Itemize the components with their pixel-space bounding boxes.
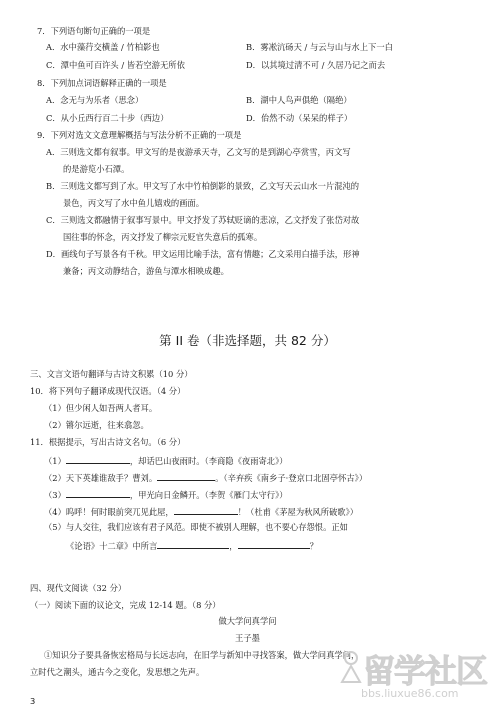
q9-option-b-line1: B．三则选文都写到了水。甲文写了水中竹柏倒影的景致，乙文写天云山水一片混沌的 — [46, 181, 360, 191]
q9-option-b-line2: 景色，丙文写了水中鱼儿嬉戏的画面。 — [63, 198, 205, 208]
q9-option-c-line1: C．三则选文都融情于叙事写景中。甲文抒发了苏轼贬谪的悲凉，乙文抒发了张岱对故 — [46, 215, 360, 225]
answer-blank[interactable] — [238, 539, 310, 549]
q11-item-3-prefix: （3） — [44, 490, 66, 500]
watermark-logo-icon — [339, 650, 363, 684]
q9-option-c-line2: 国往事的怀念，丙文抒发了柳宗元贬官失意后的孤寒。 — [63, 232, 263, 242]
q11-item-2 — [44, 471, 367, 484]
q10-item-1: （1）但少闲人如吾两人者耳。 — [44, 403, 158, 413]
q11-item-1-suffix: ，却话巴山夜雨时。（李商隐《夜雨寄北》） — [129, 456, 288, 466]
section4-heading: 四、现代文阅读（32 分） — [30, 583, 127, 593]
q11-item-3 — [44, 488, 288, 501]
q11-item-5-line2 — [66, 539, 318, 552]
article-author: 王子墨 — [235, 633, 260, 643]
q11-item-5-comma: ， — [229, 541, 238, 551]
q8-stem: 8．下列加点词语解释正确的一项是 — [37, 78, 167, 88]
q7-option-c: C．潭中鱼可百许头 / 皆若空游无所依 — [46, 60, 185, 70]
answer-blank[interactable] — [174, 505, 238, 515]
q11-item-4 — [44, 505, 358, 518]
q11-item-5-source: 《论语》十二章》中所言 — [66, 541, 158, 551]
answer-blank[interactable] — [157, 471, 215, 481]
q11-item-2-prefix: （2）天下英雄谁敌手？曹刘。 — [44, 473, 158, 483]
section3-heading: 三、文言文语句翻译与古诗文积累（10 分） — [30, 369, 193, 379]
q9-option-a-line2: 的是游览小石潭。 — [63, 164, 130, 174]
q11-item-1 — [44, 454, 288, 467]
q11-item-4-suffix: ！（杜甫《茅屋为秋风所破歌》） — [237, 507, 359, 517]
q10-stem: 10．将下列句子翻译成现代汉语。（4 分） — [30, 386, 186, 396]
q7-stem: 7．下列语句断句正确的一项是 — [37, 26, 151, 36]
article-paragraph-1-line1: ①知识分子要具备恢宏格局与长远志向，在旧学与新知中寻找答案，做大学问真学问， — [44, 650, 360, 660]
q9-option-d-line2: 兼备；丙文动静结合，游鱼与潭水相映成趣。 — [63, 266, 229, 276]
q9-option-d-line1: D．画线句子写景各有千秋。甲文运用比喻手法，富有情趣；乙文采用白描手法，形神 — [46, 249, 360, 259]
q11-item-1-prefix: （1） — [44, 456, 66, 466]
q7-option-b: B．雾凇沆砀天 / 与云与山与水上下一白 — [246, 42, 393, 52]
watermark-brand: 留学社区 — [363, 652, 488, 690]
answer-blank[interactable] — [66, 488, 130, 498]
q11-item-5-line1: （5）与人交往，我们应该有君子风范。即使不被别人理解，也不要心存怨恨。正如 — [44, 522, 348, 532]
q11-item-3-suffix: ，甲光向日金鳞开。（李贺《雁门太守行》） — [129, 490, 288, 500]
q11-item-4-prefix: （4）呜呼！何时眼前突兀见此屋， — [44, 507, 174, 517]
q10-item-2: （2）锵尔远逝，往来翕忽。 — [44, 420, 149, 430]
article-paragraph-1-line2: 立时代之潮头，通古今之变化，发思想之先声。 — [30, 667, 205, 677]
q7-option-d: D．以其境过清不可 / 久居乃记之而去 — [246, 60, 386, 70]
q11-item-2-suffix: 。（辛弃疾《南乡子·登京口北固亭怀古》） — [215, 473, 368, 483]
q9-option-a-line1: A．三则选文都有叙事。甲文写的是夜游承天寺，乙文写的是到湖心亭赏雪，丙文写 — [46, 147, 351, 157]
q9-stem: 9．下列对选文文意理解概括与写法分析不正确的一项是 — [37, 130, 242, 140]
section4-subheading: （一）阅读下面的议论文，完成 12-14 题。（8 分） — [30, 600, 221, 610]
q8-option-d: D．佁然不动（呆呆的样子） — [246, 113, 353, 123]
article-title: 做大学问真学问 — [218, 616, 277, 626]
q8-option-b: B．湖中人鸟声俱绝（隔绝） — [246, 95, 352, 105]
watermark — [339, 646, 489, 706]
watermark-url: bbs.liuxue86.com — [361, 687, 459, 700]
q11-item-5-question-mark: ？ — [309, 541, 318, 551]
q11-stem: 11．根据提示，写出古诗文名句。（6 分） — [30, 437, 186, 447]
page-number: 3 — [30, 696, 36, 706]
q7-option-a: A．水中藻荇交横盖 / 竹柏影也 — [46, 42, 160, 52]
part2-title: 第 II 卷（非选择题，共 82 分） — [159, 333, 336, 348]
answer-blank[interactable] — [157, 539, 229, 549]
q8-option-a: A．念无与为乐者（思念） — [46, 95, 144, 105]
q8-option-c: C．从小丘西行百二十步（西边） — [46, 113, 169, 123]
answer-blank[interactable] — [66, 454, 130, 464]
